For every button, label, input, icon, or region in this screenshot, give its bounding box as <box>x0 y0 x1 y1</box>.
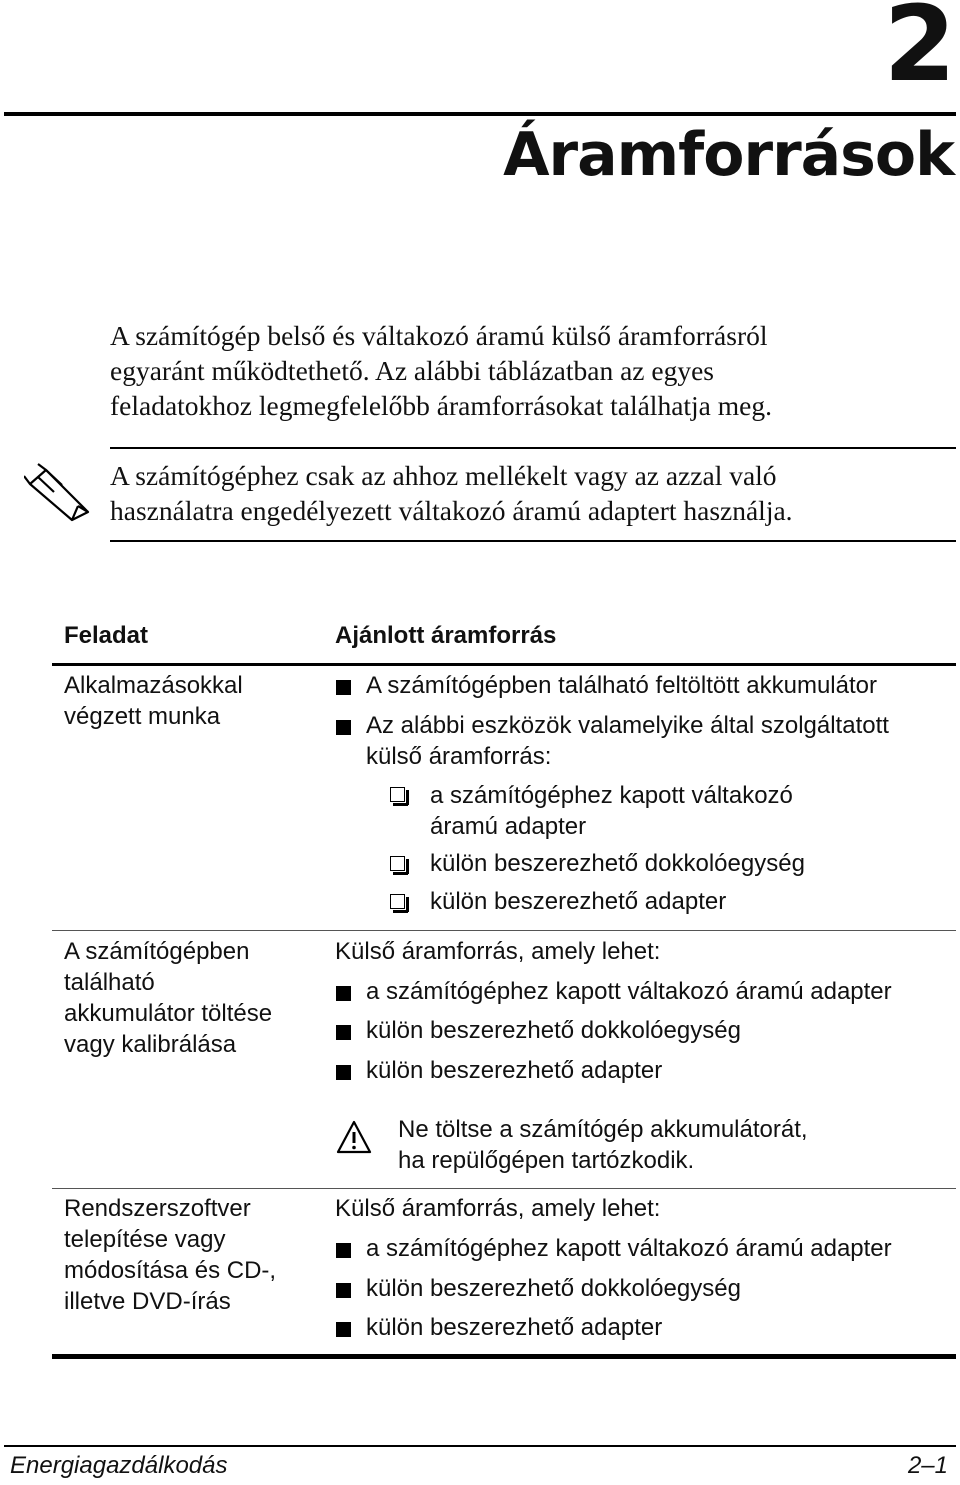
chapter-number: 2 <box>883 0 954 105</box>
square-bullet-icon <box>336 720 351 735</box>
task-line: A számítógépben <box>64 938 250 965</box>
row-3-bullet-1: a számítógéphez kapott váltakozó áramú adapter <box>366 1235 892 1262</box>
intro-line: egyaránt működtethető. Az alábbi táblázatban az egyes <box>110 355 714 386</box>
note-line: A számítógéphez csak az ahhoz mellékelt vagy az azzal való <box>110 460 777 491</box>
square-bullet-icon <box>336 680 351 695</box>
square-bullet-icon <box>336 1065 351 1080</box>
pencil-note-icon <box>24 462 94 522</box>
intro-paragraph <box>110 318 930 423</box>
note-text <box>110 458 930 528</box>
table-bottom-rule <box>52 1354 956 1359</box>
task-line: található <box>64 969 155 996</box>
table-header-source: Ajánlott áramforrás <box>335 622 557 649</box>
note-rule-top <box>110 447 956 449</box>
row-divider <box>52 930 956 931</box>
footer-page-number: 2–1 <box>907 1452 948 1479</box>
table-row-3-task <box>64 1193 314 1317</box>
square-bullet-icon <box>336 986 351 1001</box>
row-3-lead: Külső áramforrás, amely lehet: <box>335 1195 661 1222</box>
square-bullet-icon <box>336 1243 351 1258</box>
task-line: telepítése vagy <box>64 1226 226 1253</box>
table-header-rule <box>52 663 956 666</box>
row-1-sub-2: külön beszerezhető dokkolóegység <box>430 850 805 877</box>
square-bullet-icon <box>336 1283 351 1298</box>
bullet-line: Az alábbi eszközök valamelyike által szolgáltatott <box>366 712 889 739</box>
task-line: vagy kalibrálása <box>64 1031 237 1058</box>
row-3-bullet-3: külön beszerezhető adapter <box>366 1314 663 1341</box>
task-line: módosítása és CD-, <box>64 1257 277 1284</box>
row-1-sub-1 <box>430 780 793 842</box>
intro-line: feladatokhoz legmegfelelőbb áramforrásokat találhatja meg. <box>110 390 772 421</box>
row-1-bullet-1: A számítógépben található feltöltött akkumulátor <box>366 672 877 699</box>
box-bullet-icon <box>390 787 405 802</box>
warning-line: ha repülőgépen tartózkodik. <box>398 1147 695 1174</box>
intro-line: A számítógép belső és váltakozó áramú külső áramforrásról <box>110 320 768 351</box>
footer-section-title: Energiagazdálkodás <box>10 1452 228 1479</box>
row-3-bullet-2: külön beszerezhető dokkolóegység <box>366 1275 741 1302</box>
sub-line: áramú adapter <box>430 813 587 840</box>
task-line: Rendszerszoftver <box>64 1195 251 1222</box>
note-rule-bottom <box>110 540 956 542</box>
table-row-1-task <box>64 670 314 732</box>
row-2-bullet-1: a számítógéphez kapott váltakozó áramú adapter <box>366 978 892 1005</box>
row-2-lead: Külső áramforrás, amely lehet: <box>335 938 661 965</box>
box-bullet-icon <box>390 856 405 871</box>
box-bullet-icon <box>390 894 405 909</box>
table-row-2-task <box>64 936 314 1060</box>
row-1-sub-3: külön beszerezhető adapter <box>430 888 727 915</box>
task-line: akkumulátor töltése <box>64 1000 273 1027</box>
sub-line: a számítógéphez kapott váltakozó <box>430 782 793 809</box>
row-2-bullet-2: külön beszerezhető dokkolóegység <box>366 1017 741 1044</box>
task-line: végzett munka <box>64 703 221 730</box>
task-line: illetve DVD-írás <box>64 1288 231 1315</box>
note-line: használatra engedélyezett váltakozó áramú adaptert használja. <box>110 495 793 526</box>
bullet-line: külső áramforrás: <box>366 743 552 770</box>
row-2-bullet-3: külön beszerezhető adapter <box>366 1057 663 1084</box>
task-line: Alkalmazásokkal <box>64 672 243 699</box>
warning-text <box>398 1114 808 1176</box>
warning-icon <box>336 1120 372 1154</box>
header-rule <box>4 112 956 116</box>
row-divider <box>52 1188 956 1189</box>
chapter-title: Áramforrások <box>503 120 954 190</box>
square-bullet-icon <box>336 1322 351 1337</box>
warning-line: Ne töltse a számítógép akkumulátorát, <box>398 1116 808 1143</box>
row-1-bullet-2 <box>366 710 889 772</box>
table-header-task: Feladat <box>64 622 149 649</box>
square-bullet-icon <box>336 1025 351 1040</box>
footer-rule <box>4 1445 956 1447</box>
